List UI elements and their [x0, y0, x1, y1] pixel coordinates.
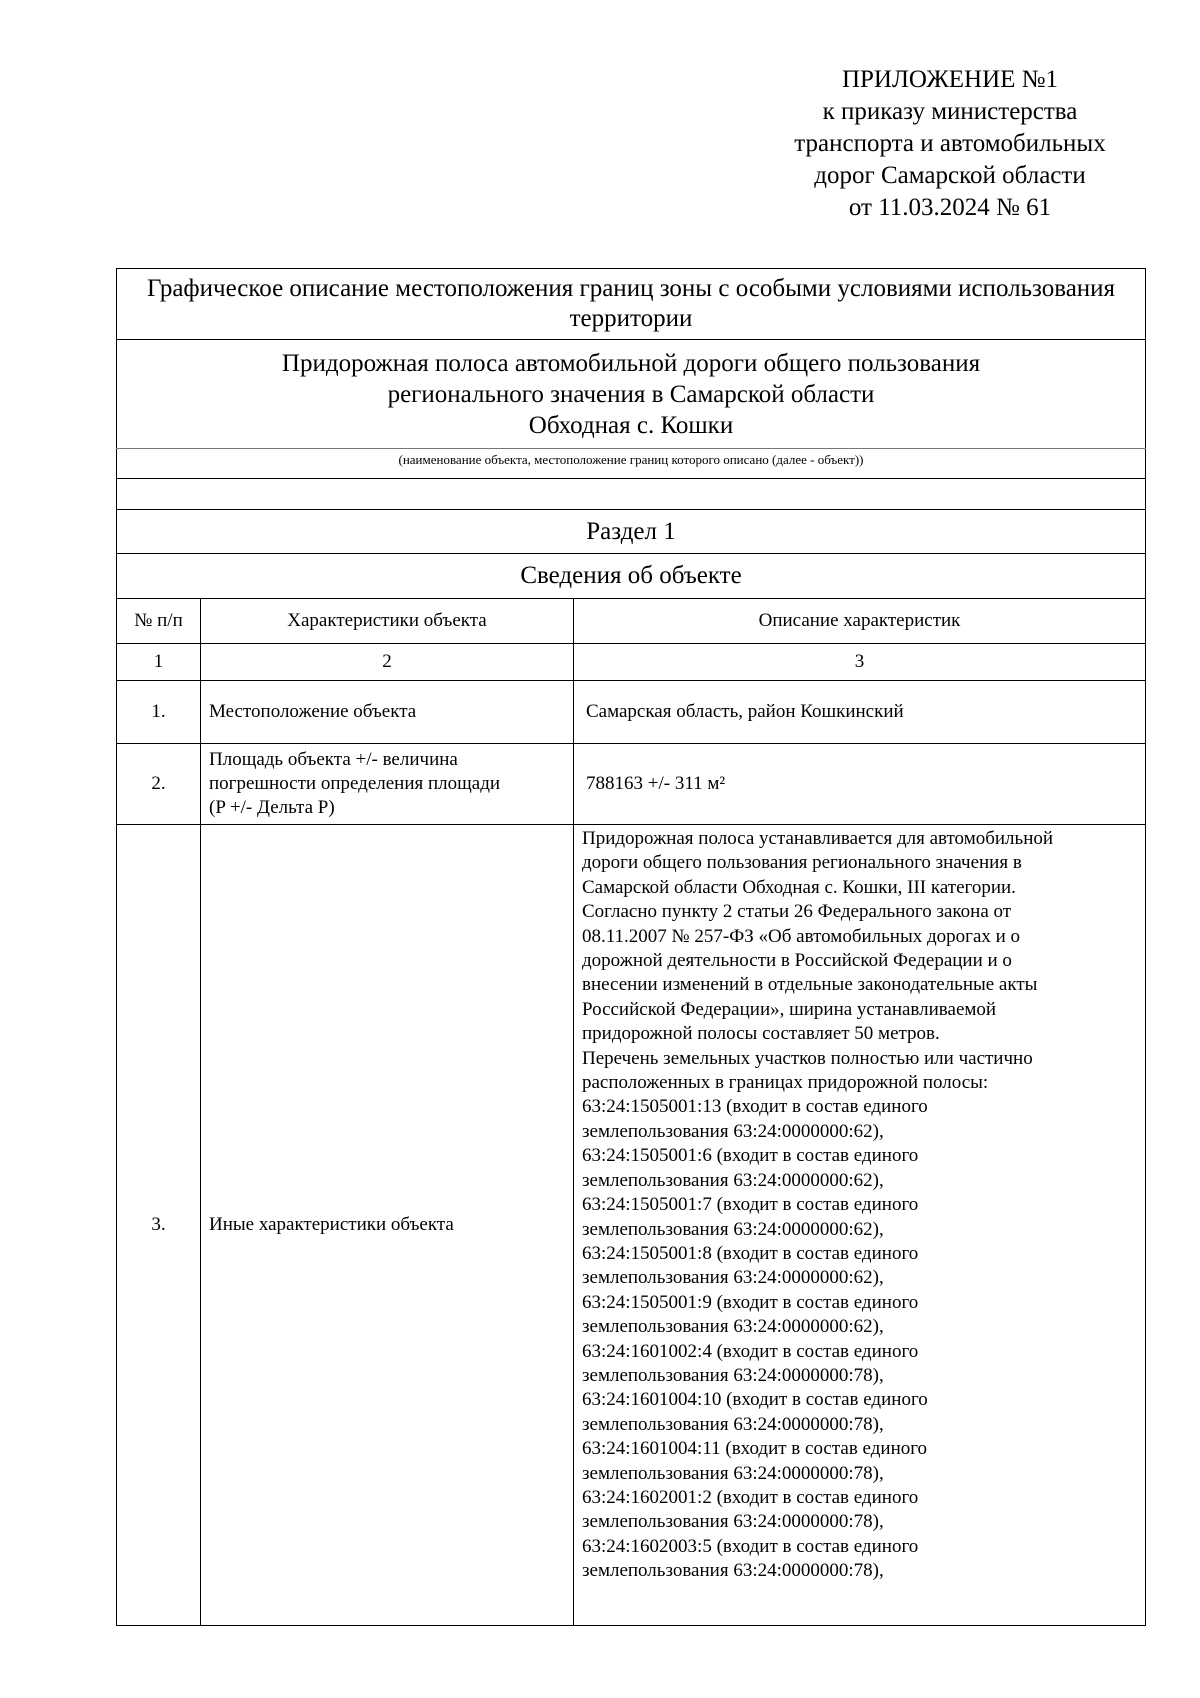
characteristic-line: Площадь объекта +/- величина [209, 749, 458, 770]
description-line: 08.11.2007 № 257-ФЗ «Об автомобильных дорогах и о [582, 925, 1021, 947]
description-line: 63:24:1505001:6 (входит в состав единого [582, 1145, 919, 1167]
description-line: 63:24:1602003:5 (входит в состав единого [582, 1535, 919, 1557]
column-number: 2 [201, 644, 574, 681]
description-line: внесении изменений в отдельные законодательные акты [582, 974, 1038, 996]
column-header-description: Описание характеристик [574, 599, 1146, 644]
table-row [117, 744, 1146, 825]
row-description: 788163 +/- 311 м² [574, 744, 1146, 825]
row-characteristic [201, 744, 574, 825]
column-number: 3 [574, 644, 1146, 681]
object-title-line: Обходная с. Кошки [528, 411, 734, 439]
appendix-line: от 11.03.2024 № 61 [848, 194, 1052, 221]
row-number: 1. [117, 681, 201, 744]
description-line: Придорожная полоса устанавливается для автомобильной [582, 828, 1054, 849]
column-number: 1 [117, 644, 201, 681]
description-line: Самарской области Обходная с. Кошки, III категории. [582, 876, 1016, 898]
description-line: землепользования 63:24:0000000:62), [582, 1267, 884, 1289]
description-line: 63:24:1505001:9 (входит в состав единого [582, 1291, 919, 1313]
column-header-number: № п/п [117, 599, 201, 644]
appendix-line: дорог Самарской области [814, 162, 1086, 189]
object-title-line: Придорожная полоса автомобильной дороги общего пользования [281, 349, 981, 377]
object-caption: (наименование объекта, местоположение границ которого описано (далее - объект)) [117, 449, 1146, 479]
description-line: 63:24:1602001:2 (входит в состав единого [582, 1486, 919, 1508]
row-description-long [574, 825, 1146, 1626]
description-line: землепользования 63:24:0000000:78), [582, 1413, 884, 1435]
table-row [117, 825, 1146, 1626]
row-number: 3. [117, 825, 201, 1626]
description-line: Согласно пункту 2 статьи 26 Федерального закона от [582, 901, 1012, 923]
description-line: 63:24:1601004:10 (входит в состав единого [582, 1389, 928, 1411]
appendix-header [760, 64, 1140, 224]
characteristic-line: погрешности определения площади [209, 773, 501, 794]
appendix-line: ПРИЛОЖЕНИЕ №1 [841, 66, 1059, 93]
document-table [116, 268, 1146, 1626]
description-line: 63:24:1601004:11 (входит в состав единого [582, 1438, 928, 1460]
section-title: Раздел 1 [117, 510, 1146, 554]
appendix-line: к приказу министерства [822, 98, 1078, 125]
description-line: землепользования 63:24:0000000:62), [582, 1218, 884, 1240]
description-line: дороги общего пользования регионального значения в [582, 852, 1022, 874]
row-number: 2. [117, 744, 201, 825]
main-title: Графическое описание местоположения границ зоны с особыми условиями использования территории [117, 269, 1146, 340]
description-line: землепользования 63:24:0000000:78), [582, 1462, 884, 1484]
description-line: 63:24:1505001:7 (входит в состав единого [582, 1194, 919, 1216]
description-line: дорожной деятельности в Российской Федерации и о [582, 950, 1012, 972]
object-title [117, 340, 1146, 449]
description-line: расположенных в границах придорожной полосы: [582, 1072, 989, 1094]
description-line: 63:24:1505001:8 (входит в состав единого [582, 1242, 919, 1264]
description-line: землепользования 63:24:0000000:62), [582, 1316, 884, 1338]
row-characteristic: Иные характеристики объекта [201, 825, 574, 1626]
description-line: землепользования 63:24:0000000:62), [582, 1169, 884, 1191]
description-line: 63:24:1505001:13 (входит в состав единого [582, 1096, 928, 1118]
characteristic-line: (P +/- Дельта P) [209, 797, 335, 818]
description-line: придорожной полосы составляет 50 метров. [582, 1023, 940, 1045]
object-title-line: регионального значения в Самарской области [387, 380, 875, 408]
description-line: землепользования 63:24:0000000:78), [582, 1364, 884, 1386]
appendix-line: транспорта и автомобильных [794, 130, 1106, 157]
table-row [117, 681, 1146, 744]
section-subtitle: Сведения об объекте [117, 554, 1146, 599]
spacer-row [117, 479, 1146, 510]
row-description: Самарская область, район Кошкинский [574, 681, 1146, 744]
description-line: Российской Федерации», ширина устанавливаемой [582, 998, 997, 1020]
description-line: 63:24:1601002:4 (входит в состав единого [582, 1340, 919, 1362]
description-line: Перечень земельных участков полностью или частично [582, 1047, 1033, 1069]
description-line: землепользования 63:24:0000000:78), [582, 1511, 884, 1533]
column-header-characteristic: Характеристики объекта [201, 599, 574, 644]
row-characteristic: Местоположение объекта [201, 681, 574, 744]
description-line: землепользования 63:24:0000000:78), [582, 1560, 884, 1582]
description-line: землепользования 63:24:0000000:62), [582, 1120, 884, 1142]
